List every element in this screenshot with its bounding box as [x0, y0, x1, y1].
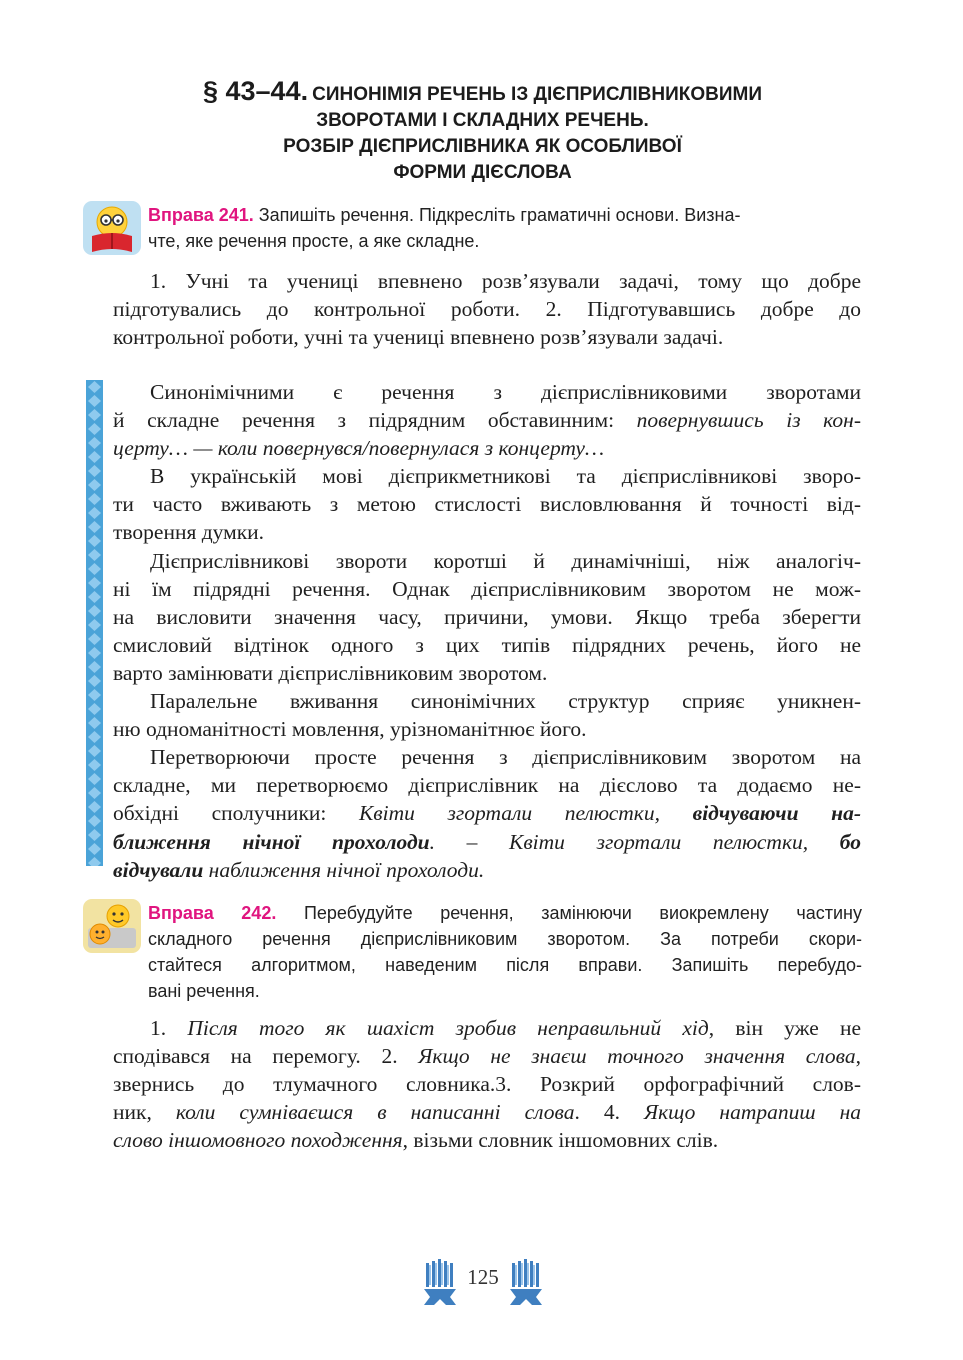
reading-smiley-icon — [82, 200, 142, 256]
rule-line: творення думки. — [113, 520, 265, 545]
heading-line-4: ФОРМИ ДІЄСЛОВА — [393, 162, 572, 183]
text-part: , — [855, 1044, 861, 1068]
rule-line: Дієприслівникові звороти коротші й динамічніші, ніж аналогіч- — [150, 548, 861, 573]
text-part: 1. — [150, 1016, 188, 1040]
rule-text: обхідні сполучники: — [113, 801, 359, 826]
text-line: підготувались до контрольної роботи. 2. Підготувавшись добре до — [113, 297, 861, 321]
text-line: контрольної роботи, учні та учениці впевнено розв’язували задачі. — [113, 325, 724, 349]
example-italic: повернувшись із кон- — [636, 408, 862, 433]
example-bold-italic: відчуваючи на- — [692, 801, 861, 826]
text-line: звернись до тлумачного словника.3. Розкрий орфографічний слов- — [113, 1072, 861, 1096]
example-bold-italic: бо — [839, 829, 861, 854]
highlighted-clause: Якщо натрапиш на — [643, 1100, 861, 1124]
text-part: . 4. — [574, 1100, 644, 1124]
rule-sidebar-stripe — [86, 380, 103, 866]
rule-box — [113, 378, 861, 884]
rule-line: Перетворюючи просте речення з дієприслівниковим зворотом на — [150, 745, 861, 770]
task-line: вані речення. — [148, 981, 260, 1001]
exercise-242-task — [148, 900, 862, 1004]
heading-line-1: СИНОНІМІЯ РЕЧЕНЬ ІЗ ДІЄПРИСЛІВНИКОВИМИ — [312, 84, 763, 105]
task-line: складного речення дієприслівниковим зворотом. За потреби скори- — [148, 929, 862, 949]
highlighted-clause: Після того як шахіст зробив неправильний хід — [187, 1016, 709, 1040]
exercise-241-text — [113, 267, 861, 351]
text-part: , візьми словник іншомовних слів. — [402, 1128, 719, 1152]
section-number: § 43–44. — [202, 76, 309, 106]
rule-line: Синонімічними є речення з дієприслівниковими зворотами — [150, 380, 861, 404]
example-italic: Квіти згортали пелюстки, — [358, 801, 693, 826]
heading-line-2: ЗВОРОТАМИ І СКЛАДНИХ РЕЧЕНЬ. — [316, 110, 649, 131]
exercise-241-label: Вправа 241. — [148, 205, 254, 225]
section-heading — [80, 78, 885, 186]
rule-text: й складне речення з підрядним обставинним: — [113, 408, 637, 433]
example-italic: . – Квіти згортали пелюстки, — [429, 829, 840, 854]
example-italic: наближення нічної прохолоди. — [203, 857, 485, 882]
exercise-241-task — [148, 202, 862, 254]
rule-line: Паралельне вживання синонімічних структур сприяє уникнен- — [150, 689, 861, 714]
page-number: 125 — [467, 1265, 499, 1289]
text-part: сподівався на перемогу. 2. — [113, 1044, 419, 1068]
writing-smiley-icon — [82, 898, 142, 954]
rule-line: В українській мові дієприкметникові та дієприслівникові зворо- — [150, 464, 861, 489]
highlighted-clause: Якщо не знаєш точного значення слова — [418, 1044, 856, 1068]
rule-line: ні їм підрядні речення. Однак дієприслівниковим зворотом не мож- — [113, 576, 861, 601]
rule-line: на висловити значення часу, причини, умови. Якщо треба зберегти — [113, 604, 861, 629]
text-part: ник, — [113, 1100, 176, 1124]
example-bold-italic: відчували — [113, 857, 204, 882]
example-italic: церту… — коли повернувся/повернулася з концерту… — [113, 436, 605, 461]
exercise-242-text — [113, 1014, 861, 1154]
rule-line: ти часто вживають з метою стислості висловлювання й точності від- — [113, 492, 861, 517]
example-bold-italic: ближення нічної прохолоди — [113, 829, 430, 854]
heading-line-3: РОЗБІР ДІЄПРИСЛІВНИКА ЯК ОСОБЛИВОЇ — [283, 136, 682, 157]
highlighted-clause: коли сумніваєшся в написанні слова — [175, 1100, 575, 1124]
text-part: , він уже не — [708, 1016, 861, 1040]
rule-line: смисловий відтінок одного з цих типів підрядних речень, його не — [113, 632, 861, 657]
rule-line: складне, ми перетворюємо дієприслівник на дієслово та додаємо не- — [113, 773, 861, 798]
text-line: 1. Учні та учениці впевнено розв’язували задачі, тому що добре — [150, 269, 861, 293]
rule-line: ню одноманітності мовлення, урізноманітнює його. — [113, 717, 587, 742]
task-line: чте, яке речення просте, а яке складне. — [148, 231, 480, 251]
task-line: Перебудуйте речення, замінюючи виокремлену частину — [303, 903, 862, 923]
highlighted-clause: слово іншомовного походження — [113, 1128, 403, 1152]
rule-line: варто замінювати дієприслівниковим зворотом. — [113, 660, 548, 685]
exercise-242-label: Вправа 242. — [148, 903, 277, 923]
task-line: стайтеся алгоритмом, наведеним після вправи. Запишіть перебудо- — [148, 955, 862, 975]
task-line: Запишіть речення. Підкресліть граматичні основи. Визна- — [258, 205, 741, 225]
